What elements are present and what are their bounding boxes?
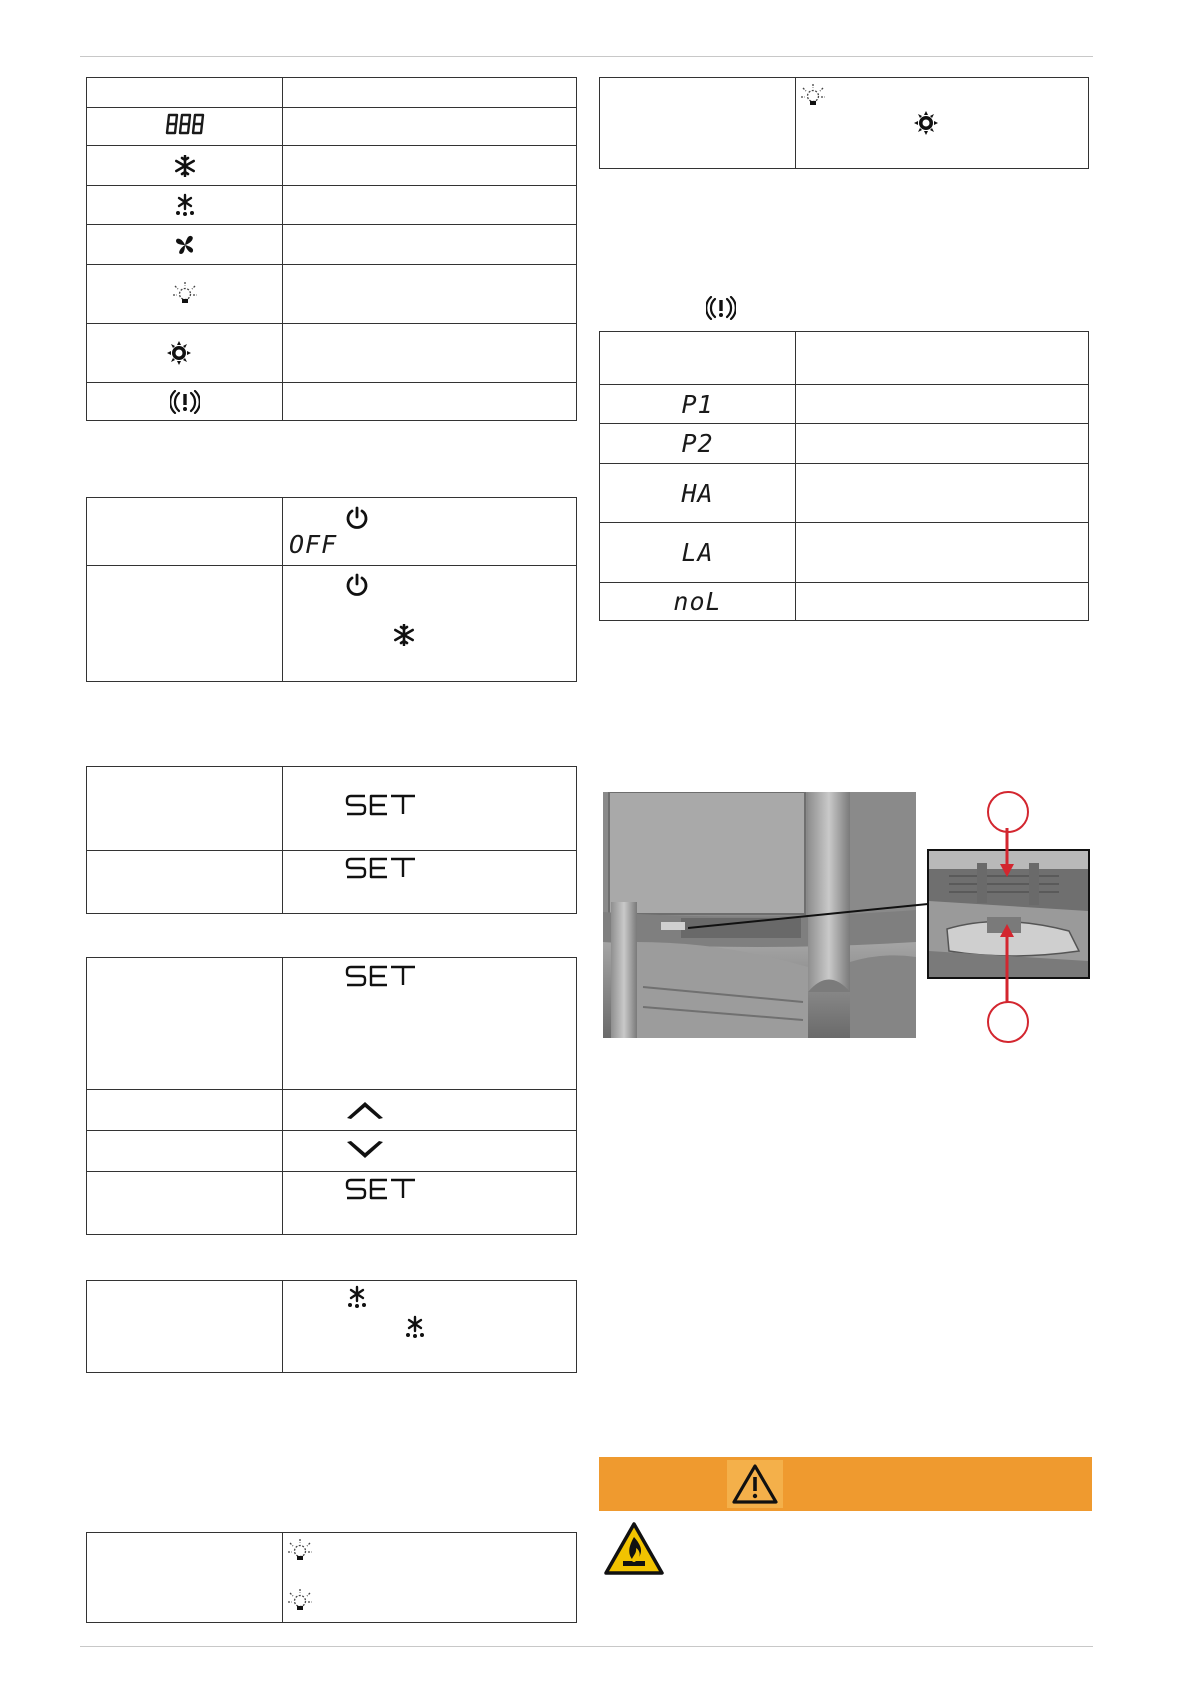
arrow-up-icon (345, 1099, 385, 1121)
callout-connector-line (688, 898, 928, 938)
warning-triangle-box (727, 1460, 783, 1508)
alarm-desc-p1 (796, 385, 1089, 424)
warning-bar (599, 1457, 1092, 1511)
set1-row2-desc (283, 851, 577, 914)
set2-row1-desc (283, 958, 577, 1090)
power-icon (345, 506, 369, 530)
defrost-row-label (87, 1281, 283, 1373)
alarm-code-cell-nol (600, 583, 796, 621)
set-table-1 (86, 766, 577, 914)
warning-triangle-icon (727, 1460, 783, 1508)
day-night-icon (914, 109, 950, 137)
symbol-desc-daynight (283, 324, 577, 383)
set1-row1-label (87, 767, 283, 851)
alarm-code-cell-p1 (600, 385, 796, 424)
onoff-row2-desc (283, 566, 577, 682)
daynight-row-label (600, 78, 796, 169)
off-display-code: OFF (289, 530, 338, 559)
alarm-codes-table (599, 331, 1089, 621)
set2-row1-label (87, 958, 283, 1090)
alarm-code-ha: HA (681, 478, 714, 508)
set2-row4-label (87, 1172, 283, 1235)
light-row-desc (283, 1533, 577, 1623)
light-table (86, 1532, 577, 1623)
set-button-icon (345, 1176, 417, 1207)
symbol-cell-alarm (87, 383, 283, 421)
alarm-code-cell-p2 (600, 424, 796, 464)
alarm-desc-ha (796, 464, 1089, 523)
light-bulb-icon (800, 83, 826, 109)
set2-row2-desc (283, 1090, 577, 1131)
symbol-cell-daynight (87, 324, 283, 383)
symbol-desc-display (283, 108, 577, 146)
symbols-header-col1 (87, 78, 283, 108)
symbols-header-col2 (283, 78, 577, 108)
alarm-icon (706, 296, 736, 320)
defrost-row-desc (283, 1281, 577, 1373)
callout-circle-bottom (987, 1001, 1029, 1043)
alarm-desc-la (796, 523, 1089, 583)
defrost-icon (403, 1315, 427, 1339)
symbol-desc-light (283, 265, 577, 324)
onoff-table (86, 497, 577, 682)
snowflake-icon (393, 624, 415, 646)
alarm-header-col1 (600, 332, 796, 385)
symbol-desc-fan (283, 225, 577, 265)
light-bulb-icon (287, 1538, 313, 1564)
alarm-code-nol: noL (673, 587, 722, 616)
light-bulb-icon (287, 1588, 313, 1614)
defrost-icon (173, 193, 197, 217)
alarm-icon (170, 390, 200, 414)
symbol-desc-defrost (283, 186, 577, 225)
fan-icon (173, 234, 197, 256)
light-bulb-icon (172, 281, 198, 307)
set1-row2-label (87, 851, 283, 914)
daynight-light-table (599, 77, 1089, 169)
symbols-table (86, 77, 577, 421)
set2-row2-label (87, 1090, 283, 1131)
set-button-icon (345, 792, 417, 823)
alarm-code-cell-ha (600, 464, 796, 523)
onoff-row1-desc (283, 498, 577, 566)
callout-arrow-top (999, 828, 1015, 878)
set-table-2 (86, 957, 577, 1235)
set2-row3-label (87, 1131, 283, 1172)
symbol-desc-alarm (283, 383, 577, 421)
alarm-header-col2 (796, 332, 1089, 385)
set2-row3-desc (283, 1131, 577, 1172)
symbol-cell-display (87, 108, 283, 146)
light-row-label (87, 1533, 283, 1623)
set-button-icon (345, 855, 417, 886)
daynight-row-desc (796, 78, 1089, 169)
set1-row1-desc (283, 767, 577, 851)
callout-circle-top (987, 791, 1029, 833)
onoff-row1-label (87, 498, 283, 566)
seven-segment-display-icon (165, 112, 205, 136)
alarm-code-la: LA (681, 538, 714, 567)
set-button-icon (345, 963, 417, 994)
symbol-cell-snowflake (87, 146, 283, 186)
defrost-table (86, 1280, 577, 1373)
snowflake-icon (174, 155, 196, 177)
alarm-code-cell-la (600, 523, 796, 583)
alarm-code-p2: P2 (681, 429, 714, 458)
flammable-warning-icon (603, 1521, 665, 1577)
onoff-row2-label (87, 566, 283, 682)
symbol-desc-snowflake (283, 146, 577, 186)
set2-row4-desc (283, 1172, 577, 1235)
alarm-desc-p2 (796, 424, 1089, 464)
symbol-cell-light (87, 265, 283, 324)
header-rule (80, 56, 1093, 57)
defrost-icon (345, 1285, 369, 1309)
arrow-down-icon (345, 1139, 385, 1161)
callout-arrow-bottom (999, 923, 1015, 1003)
power-icon (345, 573, 369, 597)
alarm-code-p1: P1 (681, 389, 714, 419)
symbol-cell-fan (87, 225, 283, 265)
alarm-desc-nol (796, 583, 1089, 621)
symbol-cell-defrost (87, 186, 283, 225)
footer-rule (80, 1646, 1093, 1647)
day-night-icon (167, 339, 203, 367)
